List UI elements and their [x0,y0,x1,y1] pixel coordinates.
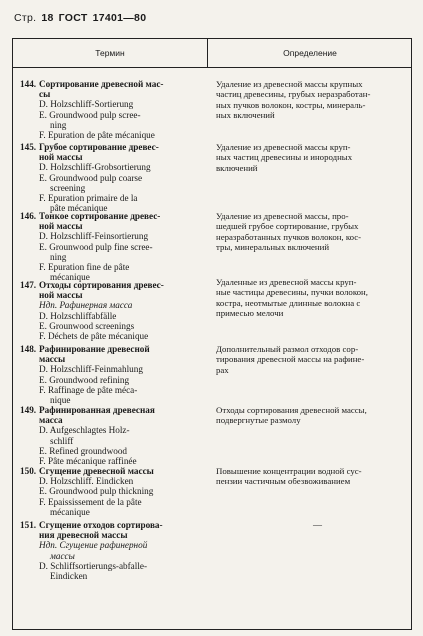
term-cell [20,405,204,466]
variant-de: D. Holzschliff-Feinmahlung [39,364,143,375]
term-name: Рафинирование древесной [39,344,150,354]
definition-line: ные частицы древесины, пучки волокон, [216,287,368,298]
term-cell [20,211,204,282]
variant-fr: F. Déchets de pâte mécanique [39,331,149,342]
term-cell [20,466,204,517]
variant-fr-cont: mécanique [50,272,90,283]
definition-cell [216,79,404,121]
variant-fr: F. Epuration de pâte mécanique [39,130,155,141]
term-number: 149. [20,405,37,415]
term-name-cont: масса [39,415,63,426]
variant-de: D. Schliffsortierungs-abfalle- [39,560,148,571]
deprecated-term-cont: массы [50,550,75,561]
term-cell [20,344,204,405]
definition-cell [216,211,404,253]
definition-line: пензии частичным обезвоживанием [216,476,351,487]
variant-en: E. Groundwood pulp scree- [39,109,141,120]
variant-fr-cont: mécanique [50,506,90,517]
definition-line: включений [216,162,258,173]
variant-en: E. Groundwood refining [39,374,130,385]
definition-line: ных частиц древесины и инородных [216,152,353,163]
term-number: 151. [20,520,37,530]
variant-fr: F. Epuration fine de pâte [39,262,130,273]
variant-de: D. Holzschliff-Feinsortierung [39,231,149,242]
definition-line: рах [216,364,229,375]
deprecated-term: Ндп. Сгущение рафинерной [39,540,148,551]
variant-fr: F. Epaississement de la pâte [39,496,142,507]
definition-line: Удаление из древесной массы круп- [216,142,351,152]
page-header [14,12,151,24]
variant-en-cont: ning [50,119,67,130]
term-name: Отходы сортирования древес- [39,280,164,290]
term-cell [20,142,204,213]
variant-de: D. Holzschliff. Eindicken [39,476,134,487]
standard-number: 17401—80 [92,12,147,24]
definition-line: тры, минеральных включений [216,242,330,253]
definition-line: Удаленные из древесной массы круп- [216,277,357,287]
definition-line: примесью мелочи [216,308,284,319]
variant-de: D. Holzschliffabfälle [39,310,117,321]
definition-line: Дополнительный размол отходов сор- [216,344,359,354]
variant-en-cont: screening [50,182,86,193]
term-name: Грубое сортирование древес- [39,142,159,152]
standard-name: ГОСТ [58,12,88,24]
definition-line: Отходы сортирования древесной массы, [216,405,367,415]
term-name: Сортирование древесной мас- [39,79,164,89]
definition-line: частиц древесины, грубых неразработан- [216,89,371,100]
header-divider [207,39,208,67]
variant-en-cont: ning [50,251,67,262]
variant-fr: F. Epuration primaire de la [39,193,138,204]
variant-de: D. Aufgeschlagtes Holz- [39,425,130,436]
table-header [13,39,411,68]
variant-en: E. Refined groundwood [39,445,128,456]
term-number: 148. [20,344,37,354]
definition-line: ных пучков волокон, костры, минераль- [216,99,366,110]
definition-line: Повышение концентрации водной сус- [216,466,362,476]
definition-line: неразработанных пучков волокон, кос- [216,231,362,242]
term-name: Рафинированная древесная [39,405,155,415]
variant-de: D. Holzschliff-Grobsortierung [39,162,151,173]
definition-cell [216,277,404,319]
variant-de-cont: schliff [50,435,74,446]
deprecated-term: Ндп. Рафинерная масса [39,300,133,311]
variant-en: E. Groundwood pulp thickning [39,486,154,497]
variant-fr: F. Pâte mécanique raffinée [39,456,137,467]
definition-dash: — [313,520,322,530]
term-name: Сгущение древесной массы [39,466,154,476]
definition-line: ных включений [216,110,275,121]
term-name-cont: сы [39,89,51,100]
variant-en: E. Grounwood pulp fine scree- [39,241,153,252]
term-cell [20,520,204,581]
term-name: Тонкое сортирование древес- [39,211,161,221]
definition-cell [216,142,404,173]
term-number: 144. [20,79,37,89]
page-number: 18 [41,12,54,24]
definition-cell [216,405,404,426]
page-prefix: Стр. [14,12,37,24]
variant-fr-cont: pâte mécanique [50,203,108,214]
definition-line: шедшей грубое сортирование, грубых [216,221,359,232]
variant-fr: F. Raffinage de pâte méca- [39,384,138,395]
definition-line: костра, неотмытые длинные волокна с [216,297,361,308]
variant-fr-cont: nique [50,395,71,406]
term-number: 146. [20,211,37,221]
term-name-cont: ной массы [39,152,83,163]
definition-cell [216,344,404,375]
definition-line: тирования древесной массы на рафине- [216,354,365,365]
column-header-definition: Определение [283,48,337,58]
term-cell [20,280,204,341]
variant-en: E. Grounwood screenings [39,320,135,331]
term-name: Сгущение отходов сортирова- [39,520,163,530]
terms-table [12,38,412,630]
term-name-cont: ния древесной массы [39,530,128,541]
variant-de: D. Holzschliff-Sortierung [39,99,134,110]
term-name-cont: ной массы [39,221,83,232]
definition-line: Удаление из древесной массы крупных [216,79,363,89]
variant-en: E. Groundwood pulp coarse [39,172,143,183]
term-name-cont: ной массы [39,290,83,301]
term-number: 147. [20,280,37,290]
term-number: 145. [20,142,37,152]
term-cell [20,79,204,140]
variant-de-cont: Eindicken [50,571,88,582]
term-number: 150. [20,466,37,476]
term-name-cont: массы [39,354,66,365]
column-header-term: Термин [95,48,125,58]
definition-line: Удаление из древесной массы, про- [216,211,349,221]
definition-line: подвергнутые размолу [216,415,301,426]
definition-cell [216,466,404,487]
